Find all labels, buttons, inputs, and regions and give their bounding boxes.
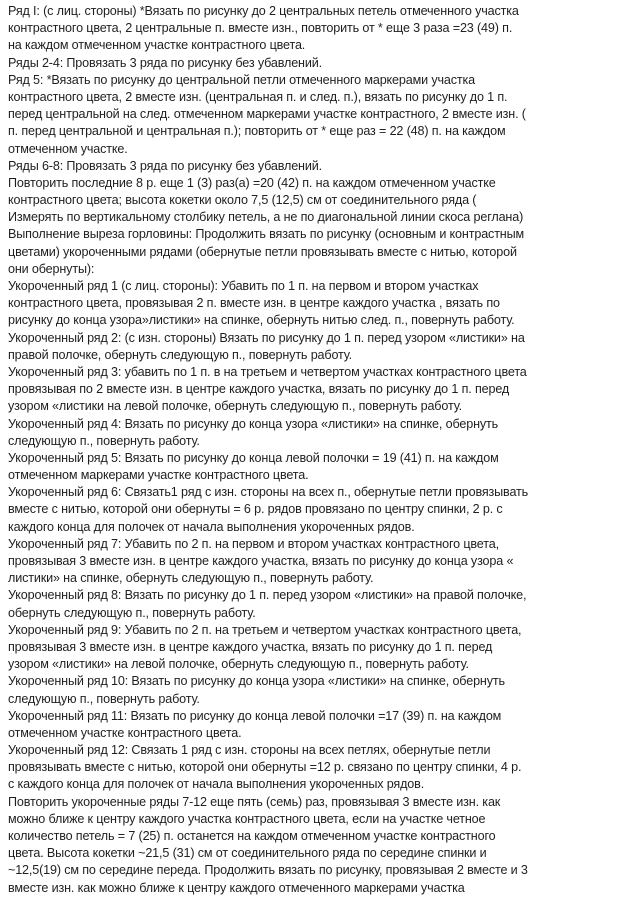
text-line: Укороченный ряд 12: Связать 1 ряд с изн. стороны на всех петлях, обернутые петли bbox=[8, 743, 491, 758]
text-line: обернуть следующую п., повернуть работу. bbox=[8, 605, 256, 620]
text-line: Укороченный ряд 4: Вязать по рисунку до конца узора «листики» на спинке, обернуть bbox=[8, 416, 499, 431]
text-line: перед центральной на след. отмеченном маркерами участке контрастного, 2 вместе изн. ( bbox=[8, 107, 526, 122]
text-line: вместе изн. как можно ближе к центру каждого отмеченного маркерами участка bbox=[8, 880, 465, 895]
text-line: контрастного цвета, провязывая 2 п. вместе изн. в центре каждого участка , вязать по bbox=[8, 296, 500, 311]
text-line: листики» на спинке, обернуть следующую п., повернуть работу. bbox=[8, 571, 374, 586]
text-line: отмеченном маркерами участке контрастного цвета. bbox=[8, 468, 309, 483]
text-line: отмеченном участке контрастного цвета. bbox=[8, 725, 242, 740]
text-line: на каждом отмеченном участке контрастного цвета. bbox=[8, 38, 306, 53]
text-line: каждого конца для полочек от начала выполнения укороченных рядов. bbox=[8, 519, 415, 534]
text-line: вместе с нитью, которой они обернуты = 6 р. рядов провязано по центру спинки, 2 р. с bbox=[8, 502, 503, 517]
text-line: Повторить укороченные ряды 7-12 еще пять (семь) раз, провязывая 3 вместе изн. как bbox=[8, 794, 501, 809]
text-line: Укороченный ряд 10: Вязать по рисунку до конца узора «листики» на спинке, обернуть bbox=[8, 674, 505, 689]
text-line: провязывая 3 вместе изн. в центре каждого участка, вязать по рисунку до конца узора « bbox=[8, 554, 514, 568]
text-line: Ряд I: (с лиц. стороны) *Вязать по рисунку до 2 центральных петель отмеченного участка bbox=[8, 4, 519, 18]
text-line: отмеченном участке. bbox=[8, 141, 128, 156]
text-line: контрастного цвета, 2 центральные п. вместе изн., повторить от * еще 3 раза =23 (49) п. bbox=[8, 21, 513, 36]
text-line: Укороченный ряд 1 (с лиц. стороны): Убавить по 1 п. на первом и втором участках bbox=[8, 279, 479, 293]
text-line: Ряды 6-8: Провязать 3 ряда по рисунку без убавлений. bbox=[8, 158, 322, 173]
text-line: цветами) укороченными рядами (обернутые петли провязывать вместе с нитью, которой bbox=[8, 244, 517, 259]
text-line: п. перед центральной и центральная п.); повторить от * еще раз = 22 (48) п. на каждом bbox=[8, 124, 506, 139]
instruction-text-body bbox=[8, 3, 614, 897]
text-line: Укороченный ряд 8: Вязать по рисунку до 1 п. перед узором «листики» на правой полочке, bbox=[8, 588, 527, 603]
text-line: Укороченный ряд 9: Убавить по 2 п. на третьем и четвертом участках контрастного цвета, bbox=[8, 622, 522, 637]
text-line: контрастного цвета; высота кокетки около 7,5 (12,5) см от соединительного ряда ( bbox=[8, 193, 477, 208]
text-line: Ряды 2-4: Провязать 3 ряда по рисунку без убавлений. bbox=[8, 55, 322, 70]
text-line: узором «листики» на левой полочке, обернуть следующую п., повернуть работу. bbox=[8, 657, 469, 672]
text-line: ~12,5(19) см по середине переда. Продолжить вязать по рисунку, провязывая 2 вместе и 3 bbox=[8, 863, 528, 878]
text-line: Укороченный ряд 7: Убавить по 2 п. на первом и втором участках контрастного цвета, bbox=[8, 536, 499, 551]
text-line: Укороченный ряд 2: (с изн. стороны) Вязать по рисунку до 1 п. перед узором «листики» на bbox=[8, 330, 525, 345]
text-line: Измерять по вертикальному столбику петель, а не по диагональной линии скоса реглана) bbox=[8, 210, 524, 225]
text-line: Выполнение выреза горловины: Продолжить вязать по рисунку (основным и контрастным bbox=[8, 227, 525, 242]
text-line: можно ближе к центру каждого участка контрастного цвета, если на участке четное bbox=[8, 811, 486, 826]
text-line: следующую п., повернуть работу. bbox=[8, 433, 200, 448]
text-line: количество петель = 7 (25) п. останется на каждом отмеченном участке контрастного bbox=[8, 829, 496, 843]
text-line: провязывать вместе с нитью, которой они обернуты =12 р. связано по центру спинки, 4 р. bbox=[8, 760, 522, 775]
text-line: Укороченный ряд 3: убавить по 1 п. в на третьем и четвертом участках контрастного цвета bbox=[8, 364, 527, 379]
text-line: провязывая 3 вместе изн. в центре каждого участка, вязать по рисунку до 1 п. перед bbox=[8, 639, 493, 654]
text-line: Ряд 5: *Вязать по рисунку до центральной петли отмеченного маркерами участка bbox=[8, 72, 476, 87]
text-line: провязывая по 2 вместе изн. в центре каждого участка, вязать по рисунку до 1 п. перед bbox=[8, 382, 510, 397]
text-line: узором «листики на левой полочке, обернуть следующую п., повернуть работу. bbox=[8, 399, 462, 414]
text-line: контрастного цвета, 2 вместе изн. (центральная п. и след. п.), вязать по рисунку до 1 п. bbox=[8, 89, 508, 104]
text-line: Повторить последние 8 р. еще 1 (3) раз(а) =20 (42) п. на каждом отмеченном участке bbox=[8, 175, 496, 190]
text-line: Укороченный ряд 5: Вязать по рисунку до конца левой полочки = 19 (41) п. на каждом bbox=[8, 450, 499, 465]
text-line: Укороченный ряд 6: Связать1 ряд с изн. стороны на всех п., обернутые петли провязывать bbox=[8, 485, 529, 500]
text-line: цвета. Высота кокетки ~21,5 (31) см от соединительного ряда по середине спинки и bbox=[8, 846, 487, 861]
text-line: правой полочке, обернуть следующую п., повернуть работу. bbox=[8, 347, 353, 362]
text-line: следующую п., повернуть работу. bbox=[8, 691, 200, 706]
text-line: рисунку до конца узора»листики» на спинке, обернуть нитью след. п., повернуть работу. bbox=[8, 313, 515, 328]
text-line: Укороченный ряд 11: Вязать по рисунку до конца левой полочки =17 (39) п. на каждом bbox=[8, 708, 502, 723]
text-line: с каждого конца для полочек от начала выполнения укороченных рядов. bbox=[8, 777, 425, 792]
text-line: они обернуты): bbox=[8, 261, 95, 276]
